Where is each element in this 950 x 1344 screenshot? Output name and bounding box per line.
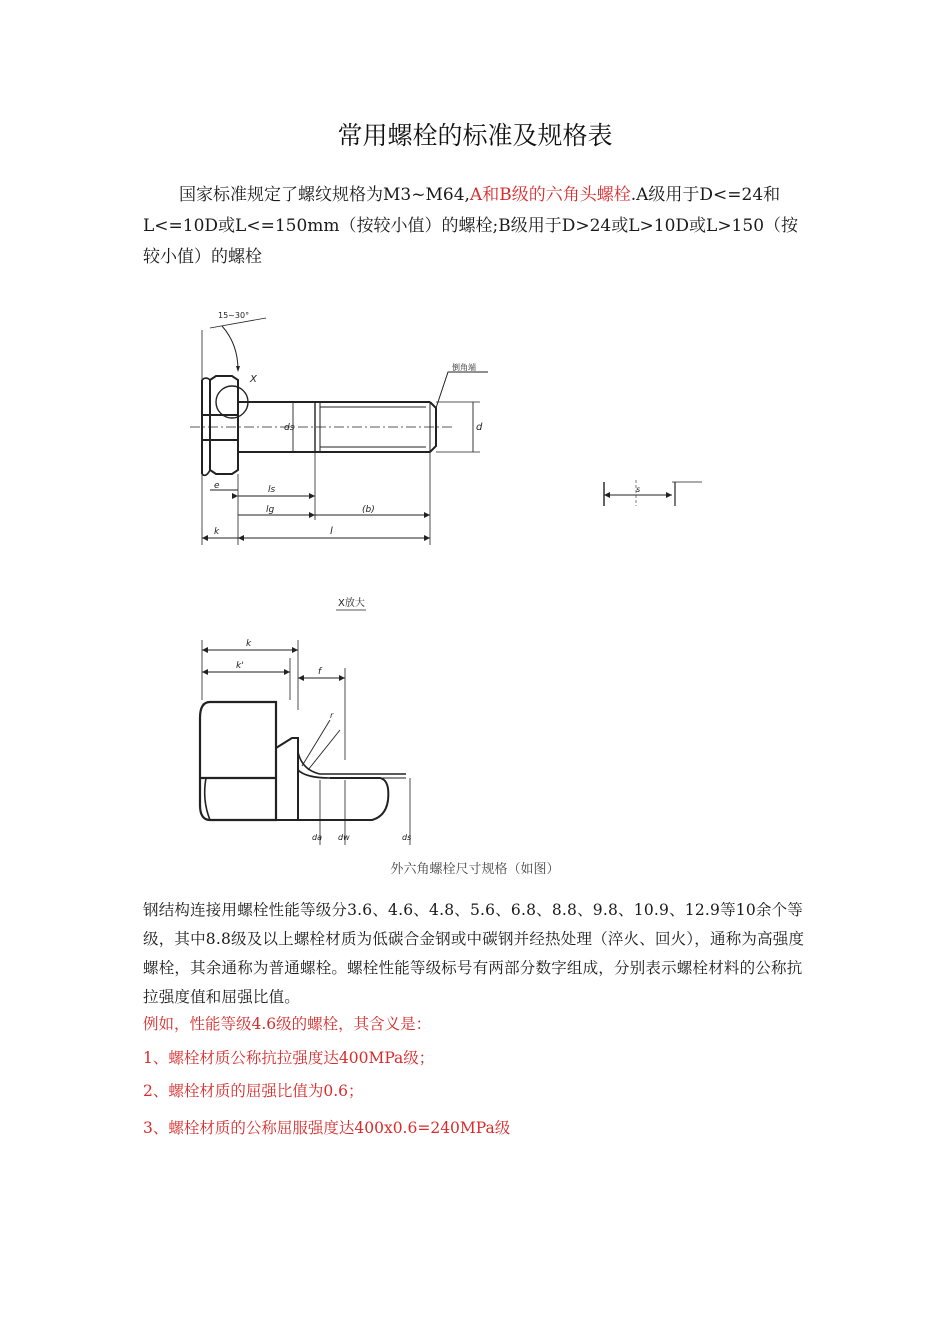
e-label: e [214, 481, 220, 491]
bolt-side-view [190, 318, 488, 545]
da-label: da [312, 833, 322, 842]
ls-label: ls [268, 485, 276, 495]
r-label: r [330, 711, 334, 720]
l-label: l [330, 526, 333, 537]
example-intro: 例如，性能等级4.6级的螺栓，其含义是： [143, 1015, 432, 1033]
s-dimension [604, 480, 702, 506]
intro-highlight: A和B级的六角头螺栓 [469, 185, 631, 205]
intro-part1: 国家标准规定了螺纹规格为M3~M64, [179, 185, 470, 205]
page-title: 常用螺栓的标准及规格表 [337, 121, 613, 150]
detail-x-label: X [250, 374, 257, 385]
s-label: s [636, 485, 641, 494]
bolt-detail-view [200, 640, 410, 845]
figure-caption: 外六角螺栓尺寸规格（如图） [390, 862, 560, 877]
dw-label: dw [338, 833, 350, 842]
k-label: k [214, 527, 220, 537]
example-item-2: 2、螺栓材质的屈强比值为0.6； [143, 1082, 364, 1100]
chamfer-label: 倒角端 [452, 363, 476, 372]
k-prime-label: k' [236, 661, 244, 671]
example-item-3: 3、螺栓材质的公称屈服强度达400x0.6=240MPa级 [143, 1119, 511, 1137]
angle-label: 15~30° [218, 311, 250, 320]
body-paragraph: 钢结构连接用螺栓性能等级分3.6、4.6、4.8、5.6、6.8、8.8、9.8、10.9、12.9等10余个等级，其中8.8级及以上螺栓材质为低碳合金钢或中碳钢并经热处理（淬火、回火），通称为高强度螺栓，其余通称为普通螺栓。螺栓性能等级标号有两部分数字组成，分别表示螺栓材料的公称抗拉强度值和屈强比值。 [143, 901, 805, 1006]
bolt-drawing [180, 300, 720, 850]
b-label: (b) [362, 505, 375, 515]
ds-detail-label: ds [402, 833, 412, 842]
k-detail-label: k [246, 639, 252, 649]
example-item-1: 1、螺栓材质公称抗拉强度达400MPa级； [143, 1049, 435, 1067]
intro-paragraph [143, 180, 811, 273]
lg-label: lg [266, 505, 275, 515]
intro-part2: .A级用于D<=24和L<=10D或L<=150mm（按较小值）的螺栓;B级用于D>24或L>10D或L>150（按较小值）的螺栓 [143, 185, 799, 267]
ds-label: ds [284, 423, 295, 433]
f-label: f [318, 667, 322, 677]
d-label: d [476, 422, 483, 433]
zoom-label: X放大 [338, 598, 365, 609]
